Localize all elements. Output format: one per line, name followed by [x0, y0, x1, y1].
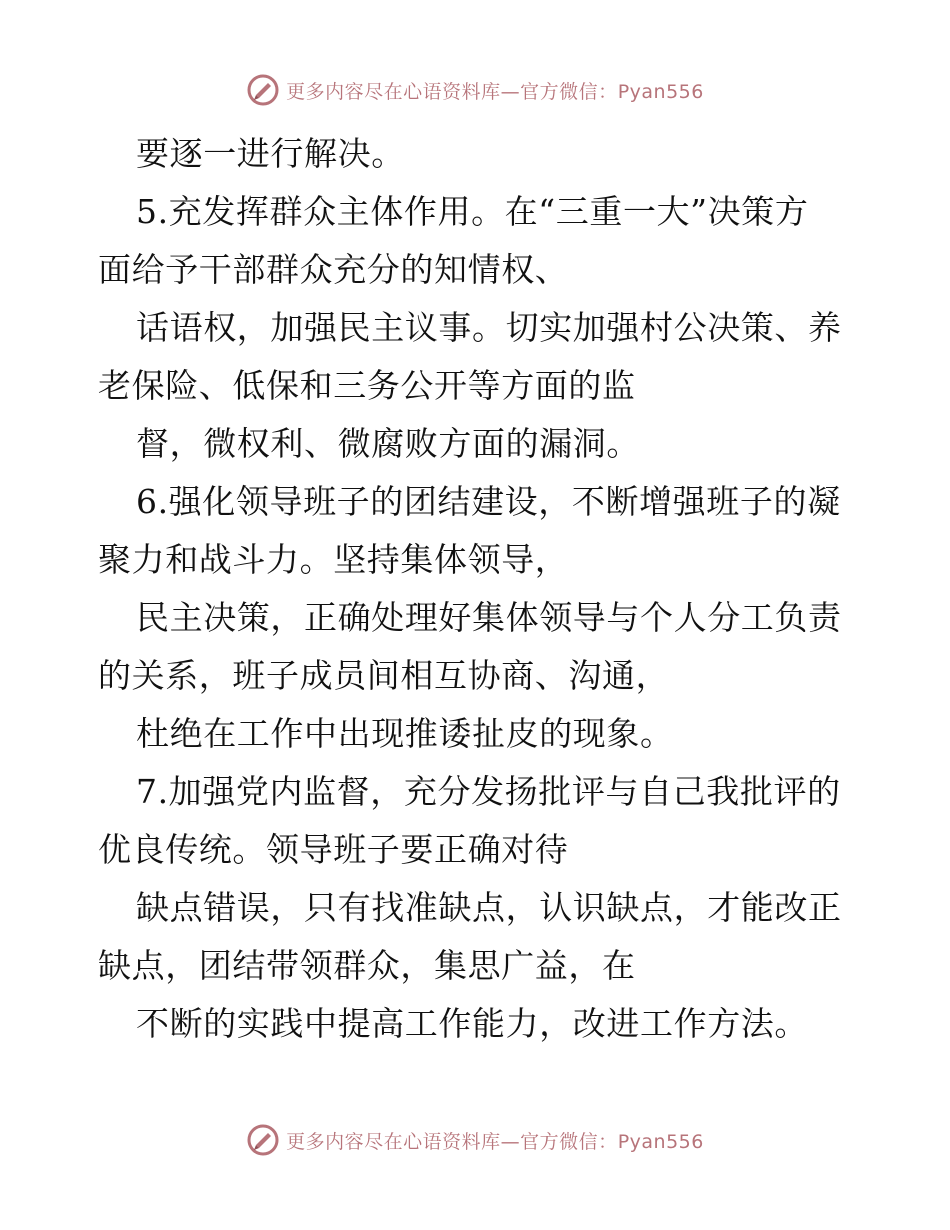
text-line: 面给予干部群众充分的知情权、	[98, 250, 569, 289]
text-line: 要逐一进行解决。	[136, 134, 405, 173]
watermark-text	[286, 1127, 704, 1154]
text-line: 缺点错误，只有找准缺点，认识缺点，才能改正	[136, 888, 842, 927]
text-line: 6.强化领导班子的团结建设，不断增强班子的凝	[136, 482, 841, 521]
watermark-wechat-label: 官方微信：	[520, 1130, 618, 1153]
text-line: 7.加强党内监督，充分发扬批评与自己我批评的	[136, 772, 841, 811]
text-line: 5.充发挥群众主体作用。在“三重一大”决策方	[136, 192, 809, 231]
text-line: 不断的实践中提高工作能力，改进工作方法。	[136, 1004, 808, 1043]
watermark-brand: 更多内容尽在心语资料库	[286, 80, 501, 103]
watermark-wechat-id: Pyan556	[617, 1130, 704, 1153]
pen-nib-circle-icon	[246, 1123, 280, 1157]
text-line: 优良传统。领导班子要正确对待	[98, 830, 569, 869]
watermark-dash: —	[500, 1130, 521, 1153]
text-line: 聚力和战斗力。坚持集体领导，	[98, 540, 569, 579]
header-watermark	[0, 70, 950, 110]
watermark-brand: 更多内容尽在心语资料库	[286, 1130, 501, 1153]
text-line: 督，微权利、微腐败方面的漏洞。	[136, 424, 640, 463]
footer-watermark	[0, 1120, 950, 1160]
text-line: 缺点，团结带领群众，集思广益，在	[98, 946, 636, 985]
text-line: 杜绝在工作中出现推诿扯皮的现象。	[136, 714, 674, 753]
watermark-wechat-id: Pyan556	[617, 80, 704, 103]
pen-nib-circle-icon	[246, 73, 280, 107]
watermark-text	[286, 77, 704, 104]
text-line: 的关系，班子成员间相互协商、沟通，	[98, 656, 670, 695]
watermark-dash: —	[500, 80, 521, 103]
watermark-wechat-label: 官方微信：	[520, 80, 618, 103]
text-line: 民主决策，正确处理好集体领导与个人分工负责	[136, 598, 842, 637]
text-line: 话语权，加强民主议事。切实加强村公决策、养	[136, 308, 842, 347]
text-line: 老保险、低保和三务公开等方面的监	[98, 366, 636, 405]
